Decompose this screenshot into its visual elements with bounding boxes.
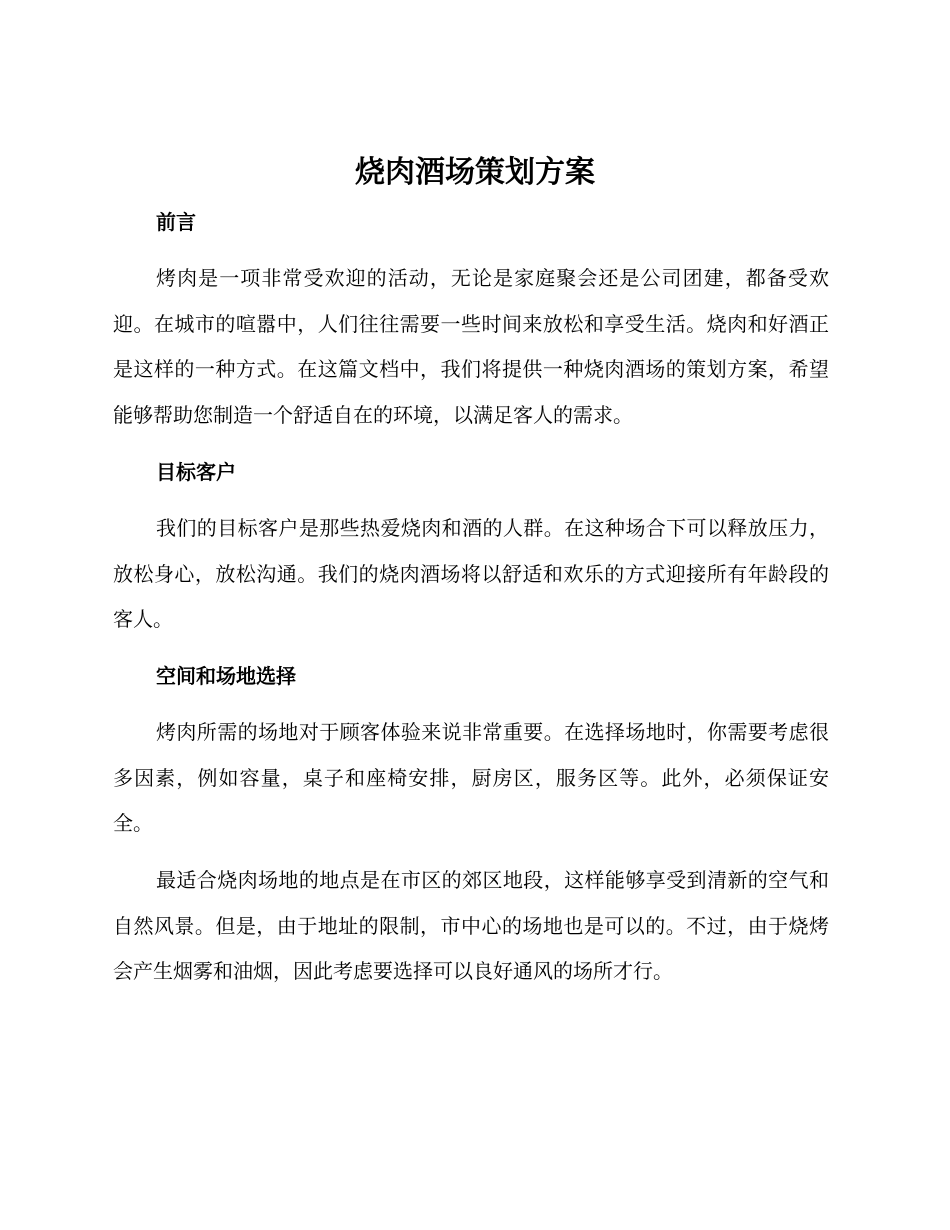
paragraph-venue-location: 最适合烧肉场地的地点是在市区的郊区地段，这样能够享受到清新的空气和自然风景。但是，由于地址的限制，市中心的场地也是可以的。不过，由于烧烤会产生烟雾和油烟，因此考虑要选择可以良好通风的场所才行。 (113, 868, 829, 983)
section-heading-target-customers: 目标客户 (156, 460, 236, 484)
paragraph-target-customers: 我们的目标客户是那些热爱烧肉和酒的人群。在这种场合下可以释放压力，放松身心，放松沟通。我们的烧肉酒场将以舒适和欢乐的方式迎接所有年龄段的客人。 (113, 516, 829, 631)
document-title: 烧肉酒场策划方案 (355, 155, 595, 190)
section-heading-venue-selection: 空间和场地选择 (156, 664, 296, 688)
section-heading-preface: 前言 (156, 210, 196, 234)
paragraph-preface: 烤肉是一项非常受欢迎的活动，无论是家庭聚会还是公司团建，都备受欢迎。在城市的喧嚣中，人们往往需要一些时间来放松和享受生活。烧肉和好酒正是这样的一种方式。在这篇文档中，我们将提供一种烧肉酒场的策划方案，希望能够帮助您制造一个舒适自在的环境，以满足客人的需求。 (113, 266, 829, 427)
paragraph-venue-selection: 烤肉所需的场地对于顾客体验来说非常重要。在选择场地时，你需要考虑很多因素，例如容量，桌子和座椅安排，厨房区，服务区等。此外，必须保证安全。 (113, 720, 829, 835)
